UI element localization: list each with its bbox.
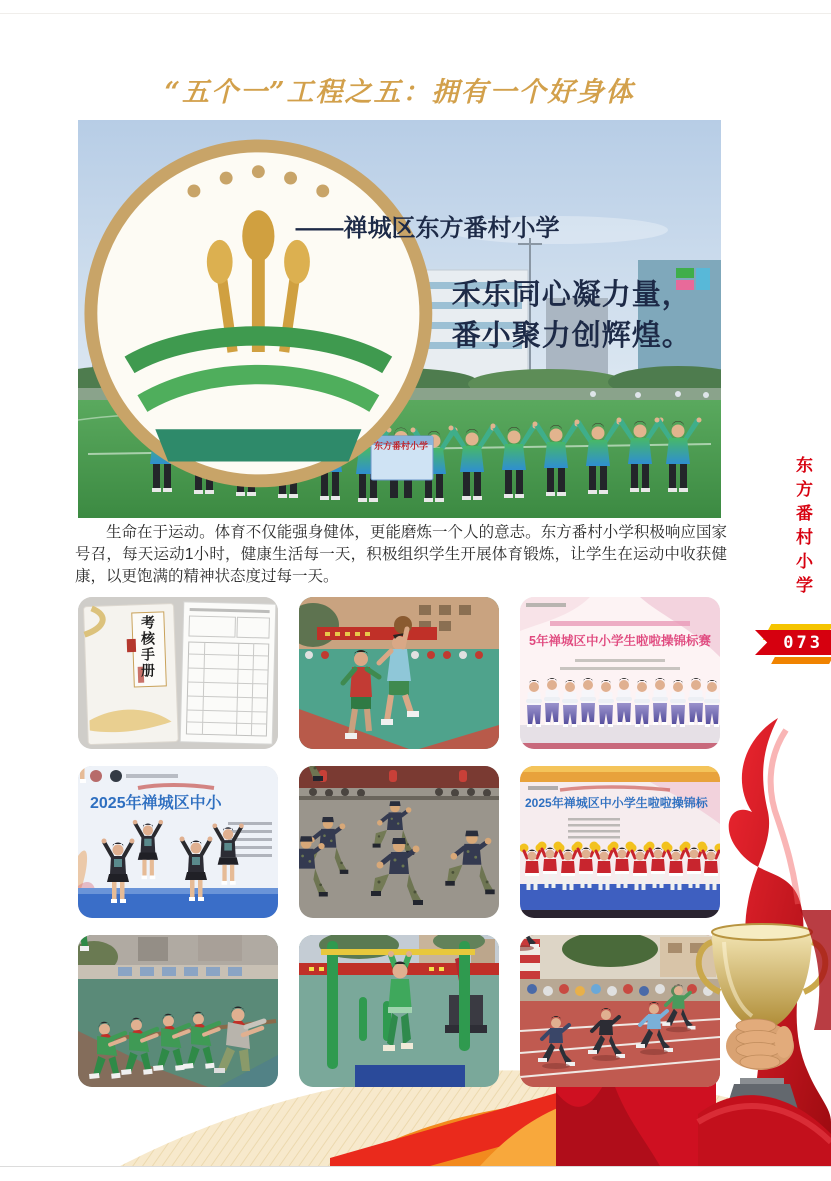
sidebar-school-name: 东方番村小学 [793, 456, 812, 600]
page-title: “五个一”工程之五：拥有一个好身体 [164, 77, 635, 108]
page-number: 073 [783, 633, 823, 653]
military-illustration [299, 766, 499, 918]
basketball-game-photo [299, 597, 499, 749]
ribbon-trophy-decoration [690, 690, 831, 1166]
dance-performance-photo [78, 766, 278, 918]
page-number-badge [751, 628, 831, 670]
handbook-illustration [78, 597, 278, 749]
hero-attribution: ——禅城区东方番村小学 [295, 215, 560, 242]
top-divider [0, 13, 831, 14]
dance-illustration [78, 766, 278, 918]
pull-up-photo [299, 935, 499, 1087]
cheer-red-banner-text: 2025年禅城区中小学生啦啦操锦标 [525, 796, 708, 810]
tug-of-war-photo [78, 935, 278, 1087]
handbook-title: 考核手册 [139, 615, 155, 679]
basketball-illustration [299, 597, 499, 749]
dance-banner-text: 2025年禅城区中小 [90, 795, 222, 812]
hero-photo [78, 120, 721, 518]
assessment-handbook-photo [78, 597, 278, 749]
tug-of-war-illustration [78, 935, 278, 1087]
military-training-photo [299, 766, 499, 918]
body-paragraph: 生命在于运动。体育不仅能强身健体，更能磨炼一个人的意志。东方番村小学积极响应国家号召，每天运动1小时，健康生活每一天，积极组织学生开展体育锻炼，让学生在运动中收获健康，以更饱满的精神状态度过每一天。 [75, 524, 727, 585]
pull-up-illustration [299, 935, 499, 1087]
team-sign-label: 东方番村小学 [373, 441, 428, 451]
photo-grid [78, 597, 721, 1087]
hero-slogan: 禾乐同心凝力量，番小聚力创辉煌。 [451, 279, 692, 353]
bottom-divider [0, 1166, 831, 1167]
badge-orange-stripe [771, 657, 831, 664]
cheer-purple-banner-text: 5年禅城区中小学生啦啦操锦标赛 [529, 634, 711, 648]
